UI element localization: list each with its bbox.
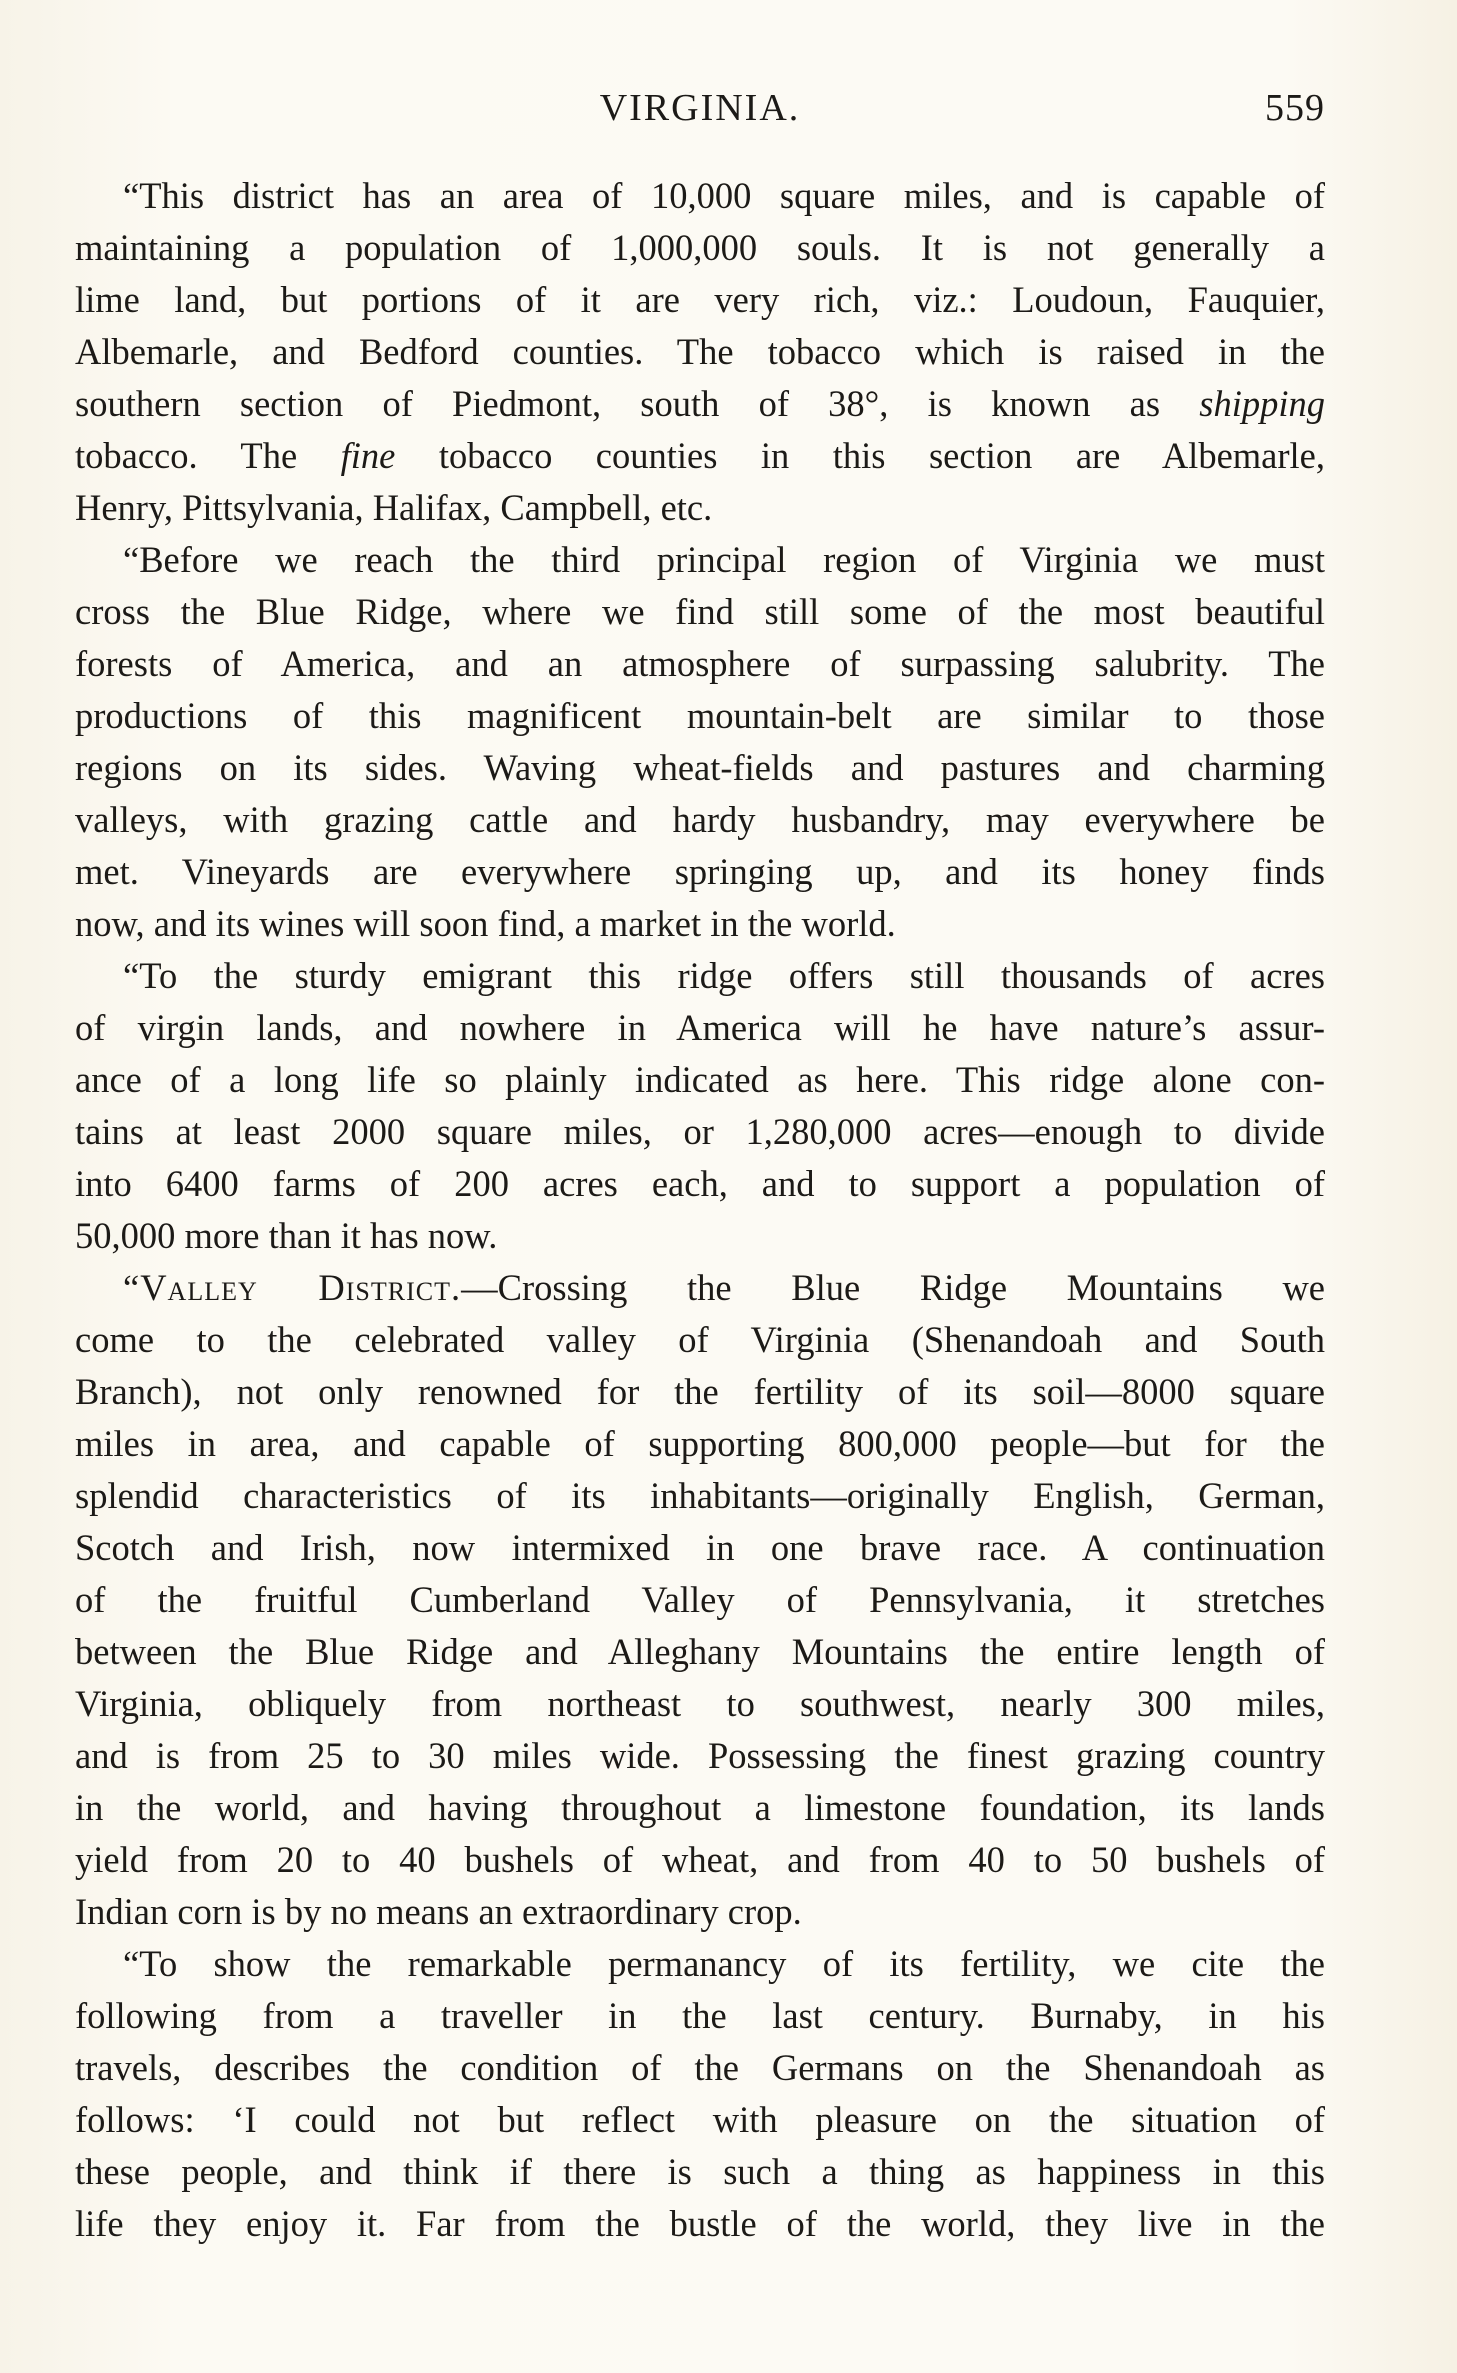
text-line: Virginia, obliquely from northeast to southwest, nearly 300 miles, (75, 1683, 1325, 1724)
text-line: Scotch and Irish, now intermixed in one brave race. A continuation (75, 1527, 1325, 1568)
text-line: “To show the remarkable permanancy of its fertility, we cite the (123, 1943, 1325, 1984)
running-title: VIRGINIA. (599, 87, 801, 129)
text-line: follows: ‘I could not but reflect with pleasure on the situation of (75, 2099, 1325, 2140)
text-line: Henry, Pittsylvania, Halifax, Campbell, etc. (75, 487, 713, 528)
text-line: of the fruitful Cumberland Valley of Pennsylvania, it stretches (75, 1579, 1325, 1620)
text-line: Albemarle, and Bedford counties. The tobacco which is raised in the (75, 331, 1325, 372)
text-line: southern section of Piedmont, south of 38°, is known as shipping (75, 383, 1325, 424)
text-line: “To the sturdy emigrant this ridge offers still thousands of acres (123, 955, 1325, 996)
text-line: miles in area, and capable of supporting 800,000 people—but for the (75, 1423, 1325, 1464)
text-line: between the Blue Ridge and Alleghany Mountains the entire length of (75, 1631, 1325, 1672)
text-line: forests of America, and an atmosphere of surpassing salubrity. The (75, 643, 1325, 684)
text-line: Branch), not only renowned for the fertility of its soil—8000 square (75, 1371, 1325, 1412)
text-line: splendid characteristics of its inhabitants—originally English, German, (75, 1475, 1325, 1516)
text-line: cross the Blue Ridge, where we find still some of the most beautiful (75, 591, 1325, 632)
text-line: now, and its wines will soon find, a market in the world. (75, 903, 896, 944)
text-line: “Before we reach the third principal region of Virginia we must (123, 539, 1325, 580)
text-line: in the world, and having throughout a limestone foundation, its lands (75, 1787, 1325, 1828)
text-line: life they enjoy it. Far from the bustle of the world, they live in the (75, 2203, 1325, 2244)
italic-word: fine (340, 435, 396, 476)
text-line: travels, describes the condition of the Germans on the Shenandoah as (75, 2047, 1325, 2088)
text-line: met. Vineyards are everywhere springing up, and its honey finds (75, 851, 1325, 892)
text-line: of virgin lands, and nowhere in America will he have nature’s assur- (75, 1007, 1325, 1048)
text-line: lime land, but portions of it are very rich, viz.: Loudoun, Fauquier, (75, 279, 1325, 320)
italic-word: shipping (1199, 383, 1325, 424)
text-line: maintaining a population of 1,000,000 souls. It is not generally a (75, 227, 1325, 268)
page-header (75, 86, 1325, 146)
text-line: valleys, with grazing cattle and hardy husbandry, may everywhere be (75, 799, 1325, 840)
text-line: and is from 25 to 30 miles wide. Possessing the finest grazing country (75, 1735, 1325, 1776)
text-line: come to the celebrated valley of Virginia (Shenandoah and South (75, 1319, 1325, 1360)
text-line: into 6400 farms of 200 acres each, and to support a population of (75, 1163, 1325, 1204)
text-line: tobacco. The fine tobacco counties in this section are Albemarle, (75, 435, 1325, 476)
body-text (75, 170, 1325, 2250)
text-line: Indian corn is by no means an extraordinary crop. (75, 1891, 802, 1932)
text-line: ance of a long life so plainly indicated as here. This ridge alone con- (75, 1059, 1325, 1100)
page-number: 559 (1265, 87, 1325, 129)
text-line: “Valley District.—Crossing the Blue Ridge Mountains we (123, 1267, 1325, 1308)
text-line: 50,000 more than it has now. (75, 1215, 498, 1256)
text-line: “This district has an area of 10,000 square miles, and is capable of (123, 175, 1325, 216)
text-line: tains at least 2000 square miles, or 1,280,000 acres—enough to divide (75, 1111, 1325, 1152)
text-line: regions on its sides. Waving wheat-fields and pastures and charming (75, 747, 1325, 788)
text-line: following from a traveller in the last century. Burnaby, in his (75, 1995, 1325, 2036)
text-line: yield from 20 to 40 bushels of wheat, and from 40 to 50 bushels of (75, 1839, 1325, 1880)
text-line: these people, and think if there is such a thing as happiness in this (75, 2151, 1325, 2192)
text-line: productions of this magnificent mountain-belt are similar to those (75, 695, 1325, 736)
section-heading: “Valley District. (123, 1267, 462, 1308)
